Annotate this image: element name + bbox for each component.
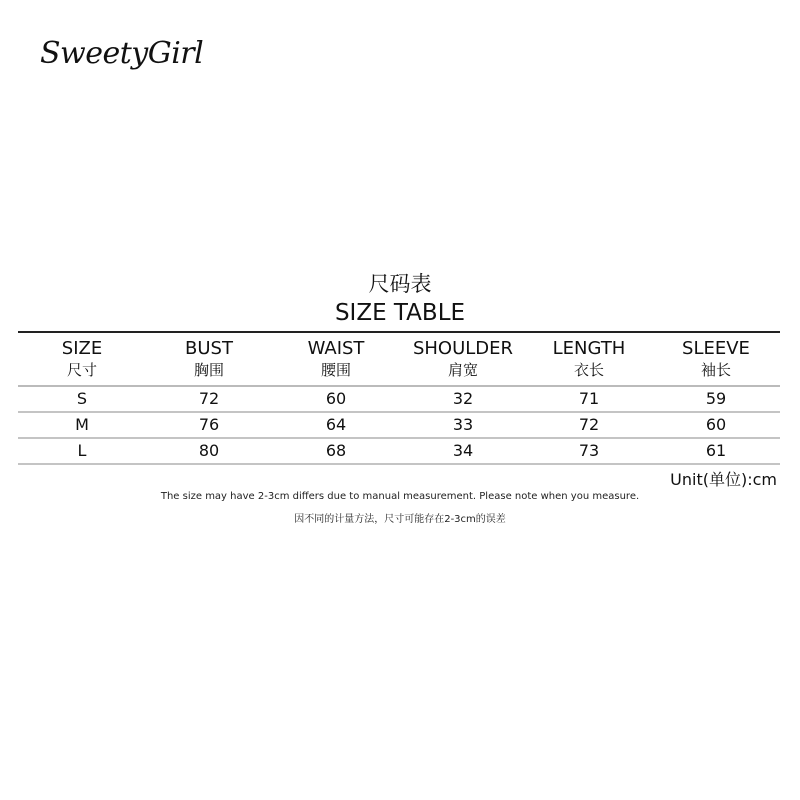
- measurement-note-chinese: 因不同的计量方法，尺寸可能存在2-3cm的误差: [294, 514, 506, 525]
- cell-sleeve: 61: [705, 441, 727, 460]
- cell-length: 71: [578, 389, 600, 408]
- measurement-note-english: The size may have 2-3cm differs due to manual measurement. Please note when you measure.: [160, 491, 640, 502]
- table-row: [18, 413, 780, 439]
- header-shoulder: SHOULDER 肩宽: [412, 338, 514, 379]
- cell-bust: 72: [198, 389, 220, 408]
- cell-sleeve: 59: [705, 389, 727, 408]
- cell-size: M: [75, 415, 89, 434]
- cell-shoulder: 34: [452, 441, 474, 460]
- cell-shoulder: 33: [452, 415, 474, 434]
- cell-waist: 64: [325, 415, 347, 434]
- brand-logo: SweetyGirl: [40, 36, 204, 71]
- title-english: SIZE TABLE: [334, 300, 466, 326]
- title-chinese: 尺码表: [368, 272, 432, 296]
- header-bust: BUST 胸围: [185, 338, 233, 379]
- table-row: [18, 387, 780, 413]
- cell-length: 72: [578, 415, 600, 434]
- cell-bust: 80: [198, 441, 220, 460]
- cell-size: L: [77, 441, 87, 460]
- header-sleeve: SLEEVE 袖长: [682, 338, 750, 379]
- header-size: SIZE 尺寸: [61, 338, 103, 379]
- unit-label: Unit(单位):cm: [670, 470, 777, 489]
- table-header-row: [18, 333, 780, 387]
- header-waist: WAIST 腰围: [307, 338, 365, 379]
- cell-waist: 60: [325, 389, 347, 408]
- cell-waist: 68: [325, 441, 347, 460]
- size-table: [18, 331, 780, 465]
- cell-length: 73: [578, 441, 600, 460]
- cell-bust: 76: [198, 415, 220, 434]
- cell-shoulder: 32: [452, 389, 474, 408]
- table-row: [18, 439, 780, 465]
- cell-size: S: [76, 389, 88, 408]
- cell-sleeve: 60: [705, 415, 727, 434]
- header-length: LENGTH 衣长: [552, 338, 626, 379]
